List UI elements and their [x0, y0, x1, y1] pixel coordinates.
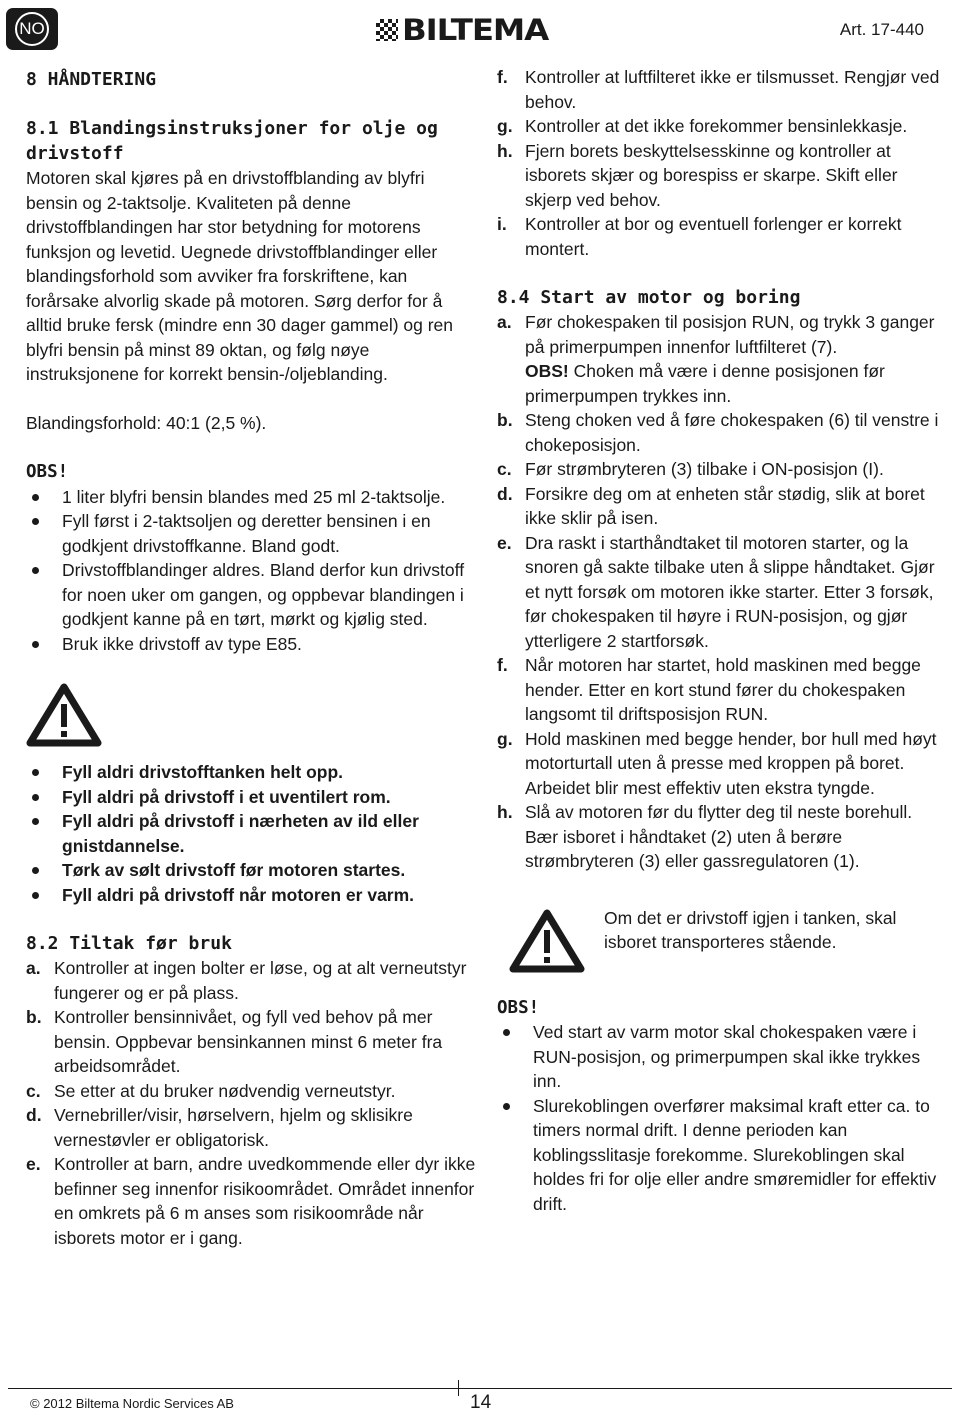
- list-item: f. Når motoren har startet, hold maskinen med begge hender. Etter en kort stund fører du chokespaken langsomt til driftsposisjon RUN.: [497, 655, 921, 724]
- section-8-2-continued: [497, 65, 942, 261]
- warning-icon: [26, 682, 102, 748]
- brand-name: BILTEMA: [402, 13, 549, 47]
- warning-icon: [509, 908, 585, 974]
- list-item: e. Dra raskt i starthåndtaket til motoren starter, og la snoren gå sakte tilbake uten å slippe håndtaket. Gjør et nytt forsøk om motoren ikke starter. Etter 3 forsøk, før chokespaken til høyre i RUN-posisjon, og gjør ytterligere 2 startforsøk.: [497, 532, 935, 651]
- section-8-4-list: [497, 310, 942, 874]
- checker-flag-icon: [376, 19, 398, 41]
- list-item: Fyll aldri drivstofftanken helt opp.: [26, 760, 476, 785]
- page-header: [0, 0, 960, 60]
- language-code: NO: [15, 12, 49, 46]
- transport-warning-text: Om det er drivstoff igjen i tanken, skal isboret transporteres stående.: [604, 907, 897, 952]
- brand-logo: [376, 13, 549, 47]
- list-item: c. Se etter at du bruker nødvendig verneutstyr.: [26, 1080, 396, 1101]
- list-item: 1 liter blyfri bensin blandes med 25 ml 2-taktsolje.: [26, 485, 476, 510]
- section-title: 8 HÅNDTERING: [26, 69, 157, 90]
- list-item: c. Før strømbryteren (3) tilbake i ON-posisjon (I).: [497, 459, 884, 479]
- obs-label: OBS!: [26, 462, 69, 482]
- section-8-1-title: 8.1 Blandingsinstruksjoner for olje og drivstoff: [26, 118, 438, 164]
- section-8-2-title: 8.2 Tiltak før bruk: [26, 932, 232, 954]
- list-item: h. Fjern borets beskyttelsesskinne og kontroller at isborets skjær og borespiss er skarpe. Skift eller skjerp ved behov.: [497, 140, 898, 210]
- list-item: Fyll først i 2-taktsoljen og deretter bensinen i en godkjent drivstoffkanne. Bland godt.: [26, 509, 476, 558]
- list-item: g. Kontroller at det ikke forekommer bensinlekkasje.: [497, 116, 908, 136]
- list-item: Slurekoblingen overfører maksimal kraft etter ca. to timers normal drift. I denne perioden kan koblingsslitasje forekomme. Slurekoblingen skal holdes fri for olje eller andre smøremidler for effektiv drift.: [497, 1094, 942, 1217]
- list-item: f. Kontroller at luftfilteret ikke er tilsmusset. Rengjør ved behov.: [497, 67, 940, 112]
- obs-list: [26, 485, 476, 657]
- list-item: i. Kontroller at bor og eventuell forlenger er korrekt montert.: [497, 214, 902, 259]
- list-item: Tørk av sølt drivstoff før motoren startes.: [26, 858, 476, 883]
- page-footer: [0, 1388, 960, 1416]
- mix-ratio: Blandingsforhold: 40:1 (2,5 %).: [26, 413, 267, 433]
- list-item: Ved start av varm motor skal chokespaken være i RUN-posisjon, og primerpumpen skal ikke trykkes inn.: [497, 1020, 942, 1094]
- list-item: g. Hold maskinen med begge hender, bor hull med høyt motorturtall uten å presse med kroppen på boret. Arbeidet blir mest effektiv uten ekstra tyngde.: [497, 728, 937, 798]
- copyright: © 2012 Biltema Nordic Services AB: [30, 1396, 234, 1411]
- list-item: b. Steng choken ved å føre chokespaken (6) til venstre i chokeposisjon.: [497, 410, 939, 455]
- list-item: a. Kontroller at ingen bolter er løse, og at alt verneutstyr fungerer og er på plass.: [26, 958, 467, 1003]
- list-item: d. Vernebriller/visir, hørselvern, hjelm og sklisikre vernestøvler er obligatorisk.: [26, 1105, 413, 1150]
- language-badge: [6, 8, 58, 50]
- transport-warning: [497, 900, 942, 974]
- list-item: a. Før chokespaken til posisjon RUN, og trykk 3 ganger på primerpumpen innenfor luftfilteret (7). OBS! Choken må være i denne posisjonen før primerpumpen trykkes inn.: [497, 312, 935, 406]
- list-item: Drivstoffblandinger aldres. Bland derfor kun drivstoff for noen uker om gangen, og oppbevar blandingen i godkjent kanne på en tørt, mørkt og kjølig sted.: [26, 558, 476, 632]
- left-column: [26, 65, 476, 1250]
- list-item: Bruk ikke drivstoff av type E85.: [26, 632, 476, 657]
- obs-label: OBS!: [497, 997, 540, 1018]
- article-number: Art. 17-440: [839, 20, 924, 39]
- list-item: Fyll aldri på drivstoff når motoren er varm.: [26, 883, 476, 908]
- obs-list: [497, 1020, 942, 1216]
- list-item: e. Kontroller at barn, andre uvedkommende eller dyr ikke befinner seg innenfor risikoområdet. Området innenfor en omkrets på 6 m anses som risikoområde når isborets motor er i gang.: [26, 1154, 476, 1248]
- right-column: [497, 65, 942, 1216]
- list-item: b. Kontroller bensinnivået, og fyll ved behov på mer bensin. Oppbevar bensinkannen minst 6 meter fra arbeidsområdet.: [26, 1007, 443, 1076]
- section-8-4-title: 8.4 Start av motor og boring: [497, 286, 801, 308]
- footer-divider: [8, 1388, 952, 1389]
- footer-divider-tick: [458, 1380, 459, 1396]
- list-item: Fyll aldri på drivstoff i nærheten av ild eller gnistdannelse.: [26, 809, 476, 858]
- warning-list: [26, 760, 476, 907]
- section-8-2-list: [26, 956, 476, 1250]
- page-number: 14: [470, 1392, 492, 1413]
- list-item: Fyll aldri på drivstoff i et uventilert rom.: [26, 785, 476, 810]
- section-8-1-text: Motoren skal kjøres på en drivstoffblanding av blyfri bensin og 2-taktsolje. Kvaliteten på denne drivstoffblandingen har stor betydning for motorens funksjon og levetid. Uegnede drivstoffblandinger eller blandingsforhold som avviker fra forskriftene, kan forårsake alvorlig skade på motoren. Sørg derfor for å alltid bruke fersk (mindre enn 30 dager gammel) og ren blyfri bensin på minst 89 oktan, og følg nøye instruksjonene for korrekt bensin-/oljeblanding.: [26, 168, 454, 384]
- list-item: d. Forsikre deg om at enheten står stødig, slik at boret ikke sklir på isen.: [497, 483, 925, 528]
- list-item: h. Slå av motoren før du flytter deg til neste borehull. Bær isboret i håndtaket (2) uten å berøre strømbryteren (3) eller gassregulatoren (1).: [497, 802, 913, 871]
